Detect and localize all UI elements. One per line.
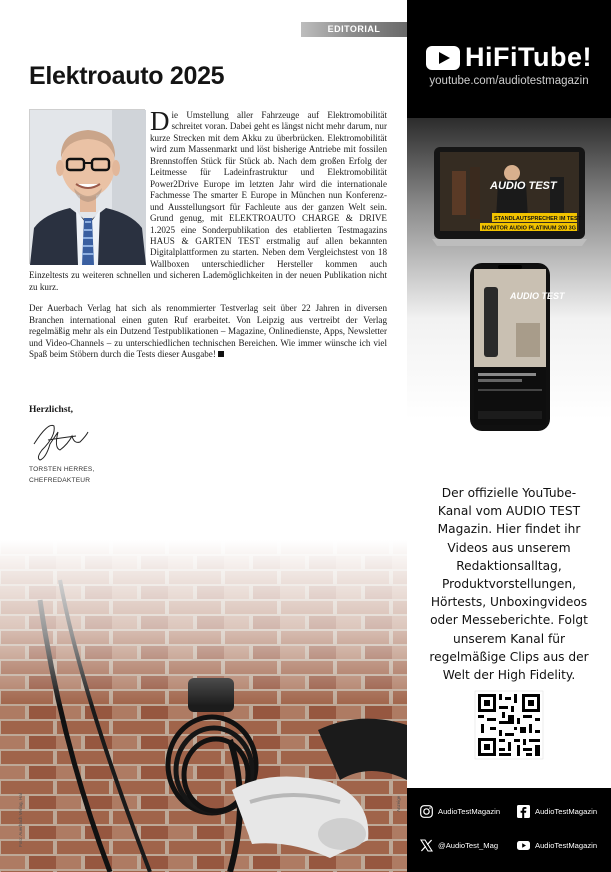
- drop-cap: D: [150, 106, 170, 136]
- author-role: CHEFREDAKTEUR: [29, 477, 91, 484]
- social-instagram[interactable]: AudioTestMagazin: [420, 805, 500, 818]
- facebook-icon: [517, 805, 530, 818]
- ad-brand: HiFiTube!: [465, 42, 592, 72]
- ad-description: Der offizielle YouTube-Kanal vom AUDIO TEST Magazin. Hier findet ihr Videos aus unserem Redaktionsalltag, Produktvorstellungen, Hörtests, Unboxingvideos oder Messeberichte. Folgt unserem Kanal für regelmäßige Clips aus der Welt der High Fidelity.: [429, 486, 589, 683]
- ad-header: [407, 42, 611, 87]
- laptop-caption-1: STANDLAUTSPRECHER IM TEST: [494, 216, 581, 222]
- laptop-caption-2: MONITOR AUDIO PLATINUM 200 3G: [482, 225, 577, 232]
- laptop-mockup: [432, 147, 587, 247]
- phone-mockup: [470, 263, 565, 431]
- paragraph-1: Die Umstellung aller Fahrzeuge auf Elektromobilität schreitet voran. Dabei geht es längst nicht mehr darum, nur kurze Strecken mit dem Akku zu überbrücken. Elektromobilität wird zum Massenmarkt und löst bisherige Antriebe mit fossilen Brennstoffen Stück für Stück ab. Nach dem großen Erfolg der Leitmesse für Ladeinfrastruktur und Elektromobilität Power2Drive Europe im letzten Jahr wird die internationale Fachmesse The smarter E Europe in München nun Konferenz- und Ausstellungsort für Fachleute aus der ganzen Welt sein. Grund genug, mit ELEKTROAUTO CHARGE & DRIVE 1.2025 eine Sonderpublikation des etablierten Testmagazins HAUS & GARTEN TEST erstmalig auf allen bekannten Digitalplattformen zu starten. Neben dem Vergleichstest von 18 Wallboxen unterschiedlicher Hersteller kommen auch Einzeltests zu weiteren schnellen und sicheren Lademöglichkeiten in der neuen Publikation nicht zu kurz.: [29, 106, 387, 292]
- signature: [28, 414, 92, 462]
- youtube-play-icon: [426, 46, 460, 70]
- phone-screen-title: AUDIO TEST: [510, 291, 565, 301]
- section-tag: EDITORIAL: [301, 22, 407, 37]
- x-icon: [420, 839, 433, 852]
- author-name: TORSTEN HERRES,: [29, 466, 95, 473]
- photo-credit: Foto: Auerbach Verlag, Hal: [18, 793, 23, 847]
- wallbox-photo: [0, 540, 407, 872]
- social-youtube[interactable]: AudioTestMagazin: [517, 839, 597, 852]
- ad-url[interactable]: youtube.com/audiotestmagazin: [429, 75, 589, 87]
- greeting: Herzlichst,: [29, 405, 74, 415]
- youtube-icon: [517, 839, 530, 852]
- editorial-body: [29, 106, 387, 361]
- laptop-screen-title: AUDIO TEST: [490, 180, 557, 192]
- end-mark-icon: [218, 351, 224, 357]
- instagram-icon: [420, 805, 433, 818]
- paragraph-2: Der Auerbach Verlag hat sich als renommierter Testverlag seit über 22 Jahren in diversen Branchen international einen guten Ruf erarbeitet. Von Leipzig aus vertreibt der Verlag regelmäßig mehr als ein Dutzend Testpublikationen – Magazine, Onlinedienste, Apps, Newsletter und Video-Channels – zu unterschiedlichen technischen Bereichen. Wie immer wünsche ich viel Spaß beim Stöbern durch die Tests dieser Ausgabe!: [29, 303, 387, 360]
- qr-code[interactable]: [469, 685, 549, 765]
- hifitube-ad: [407, 0, 611, 872]
- author-credit: [29, 464, 95, 486]
- ad-label: Anzeige: [396, 795, 401, 812]
- social-x[interactable]: @AudioTest_Mag: [420, 839, 498, 852]
- social-facebook[interactable]: AudioTestMagazin: [517, 805, 597, 818]
- page-title: Elektroauto 2025: [29, 62, 225, 90]
- social-links: [407, 788, 611, 872]
